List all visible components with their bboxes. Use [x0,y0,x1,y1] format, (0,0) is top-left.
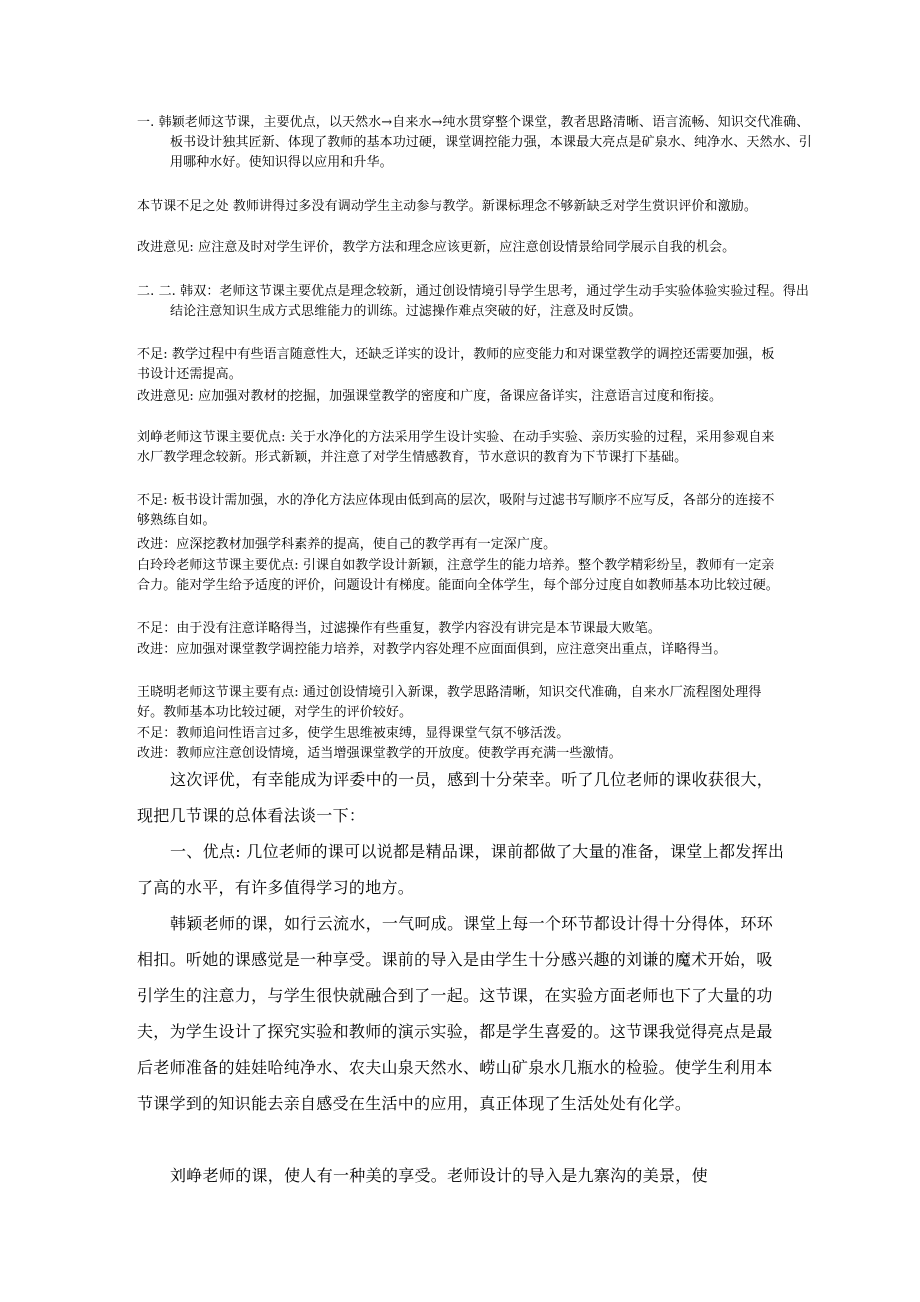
paragraph-shortcomings-1: 本节课不足之处 教师讲得过多没有调动学生主动参与教学。新课标理念不够新缺乏对学生赏识评价和激励。 [137,199,757,214]
paragraph-shortcomings-5: 不足：教师追问性语言过多，使学生思维被束缚，显得课堂气氛不够活泼。 [137,726,570,741]
paragraph-liuzheng-essay: 刘峥老师的课，使人有一种美的享受。老师设计的导入是九寨沟的美景，使 [170,1166,708,1185]
paragraph-shortcomings-3: 不足: 板书设计需加强，水的净化方法应体现由低到高的层次，吸附与过滤书写顺序不应写反，各部分的连接不够熟练自如。 [137,493,775,528]
paragraph-hanying-review: 一. 韩颖老师这节课，主要优点，以天然水→自来水→纯水贯穿整个课堂，教者思路清晰、语言流畅、知识交代准确、板书设计独其匠新、体现了教师的基本功过硬，课堂调控能力强，本课最大亮点是矿泉水、纯净水、天然水、引用哪种水好。使知识得以应用和升华。 [137,115,812,170]
paragraph-improvement-2: 改进意见: 应加强对教材的挖掘，加强课堂教学的密度和广度，备课应备详实，注意语言过度和衔接。 [137,389,723,404]
paragraph-improvement-1: 改进意见: 应注意及时对学生评价，教学方法和理念应该更新，应注意创设情景给同学展示自我的机会。 [137,240,736,255]
paragraph-liuzheng-review: 刘峥老师这节课主要优点: 关于水净化的方法采用学生设计实验、在动手实验、亲历实验的过程，采用参观自来水厂教学理念较新。形式新颖，并注意了对学生情感教育，节水意识的教育为下节课打下基础。 [137,430,775,465]
paragraph-hanshuang-review: 二. 二. 韩双：老师这节课主要优点是理念较新，通过创设情境引导学生思考，通过学生动手实验体验实验过程。得出结论注意知识生成方式思维能力的训练。过滤操作难点突破的好，注意及时反馈。 [137,284,809,319]
paragraph-shortcomings-4: 不足：由于没有注意详略得当，过滤操作有些重复，教学内容没有讲完是本节课最大败笔。 [137,621,662,636]
paragraph-improvement-3: 改进：应深挖教材加强学科素养的提高，使自己的教学再有一定深广度。 [137,537,557,552]
paragraph-bailingling-review: 白玲玲老师这节课主要优点: 引课自如教学设计新颖，注意学生的能力培养。整个教学精彩纷呈，教师有一定亲合力。能对学生给予适度的评价，问题设计有梯度。能面向全体学生，每个部分过度自如教师基本功比较过硬。 [137,558,779,593]
paragraph-intro-summary: 这次评优，有幸能成为评委中的一员，感到十分荣幸。听了几位老师的课收获很大，现把几节课的总体看法谈一下： [137,770,774,825]
paragraph-improvement-4: 改进：应加强对课堂教学调控能力培养，对教学内容处理不应面面俱到，应注意突出重点，详略得当。 [137,642,727,657]
paragraph-improvement-5: 改进：教师应注意创设情境，适当增强课堂教学的开放度。使教学再充满一些激情。 [137,746,622,761]
paragraph-shortcomings-2: 不足: 教学过程中有些语言随意性大，还缺乏详实的设计，教师的应变能力和对课堂教学的调控还需要加强，板书设计还需提高。 [137,347,775,382]
paragraph-strengths: 一、优点: 几位老师的课可以说都是精品课，课前都做了大量的准备，课堂上都发挥出了高的水平，有许多值得学习的地方。 [137,842,785,897]
paragraph-wangxiaoming-review: 王晓明老师这节课主要有点: 通过创设情境引入新课，教学思路清晰，知识交代准确，自来水厂流程图处理得好。教师基本功比较过硬，对学生的评价较好。 [137,685,762,720]
paragraph-hanying-essay: 韩颖老师的课，如行云流水，一气呵成。课堂上每一个环节都设计得十分得体，环环相扣。听她的课感觉是一种享受。课前的导入是由学生十分感兴趣的刘谦的魔术开始，吸引学生的注意力，与学生很快就融合到了一起。这节课，在实验方面老师也下了大量的功夫，为学生设计了探究实验和教师的演示实验，都是学生喜爱的。这节课我觉得亮点是最后老师准备的娃娃哈纯净水、农夫山泉天然水、崂山矿泉水几瓶水的检验。使学生利用本节课学到的知识能去亲自感受在生活中的应用，真正体现了生活处处有化学。 [137,914,774,1113]
